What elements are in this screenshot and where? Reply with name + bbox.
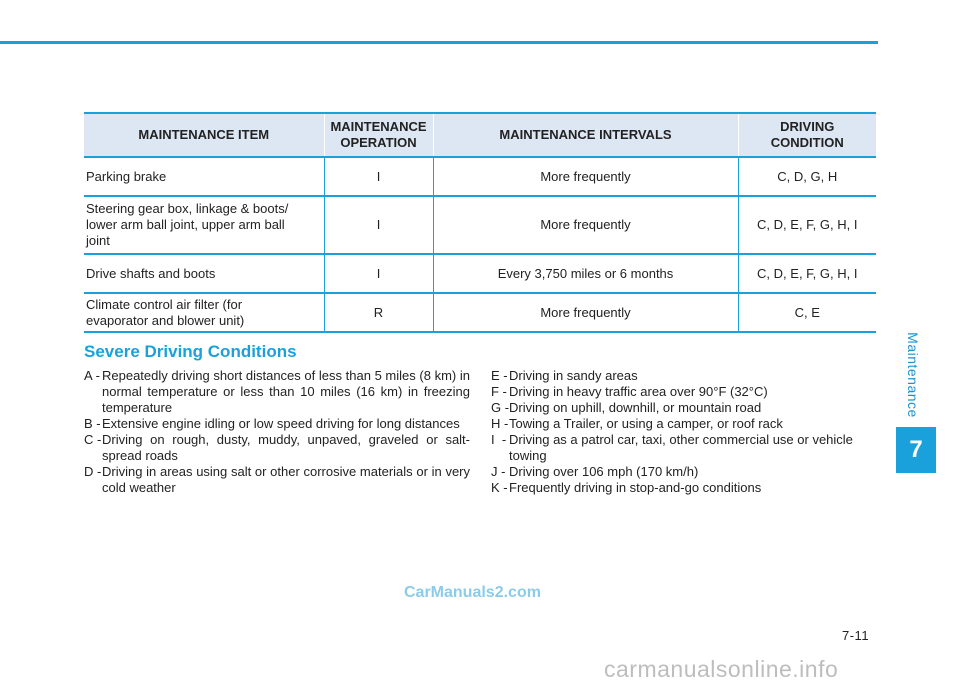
- table-row: [84, 254, 876, 293]
- condition-letter: D -: [84, 464, 102, 479]
- table-header-row: [84, 113, 876, 157]
- condition-letter: E -: [491, 368, 508, 383]
- table-row: [84, 293, 876, 332]
- header-maintenance-intervals: MAINTENANCE INTERVALS: [433, 113, 738, 157]
- list-item: [84, 464, 470, 496]
- condition-letter: F -: [491, 384, 507, 399]
- maintenance-table: [84, 112, 876, 333]
- cell-operation: I: [324, 254, 433, 293]
- condition-text: Frequently driving in stop-and-go conditions: [509, 480, 762, 495]
- cell-interval: More frequently: [433, 157, 738, 196]
- condition-letter: G -: [491, 400, 510, 415]
- header-driving-condition: DRIVING CONDITION: [738, 113, 876, 157]
- condition-text: Driving as a patrol car, taxi, other commercial use or vehicle towing: [509, 432, 853, 463]
- header-maintenance-operation: MAINTENANCE OPERATION: [324, 113, 433, 157]
- list-item: [491, 480, 881, 496]
- cell-operation: R: [324, 293, 433, 332]
- condition-text: Driving in sandy areas: [509, 368, 638, 383]
- list-item: [491, 368, 881, 384]
- footer-watermark: carmanualsonline.info: [604, 656, 839, 682]
- section-tab: [893, 330, 933, 420]
- cell-condition: C, D, E, F, G, H, I: [738, 196, 876, 254]
- list-item: [84, 432, 470, 464]
- condition-text: Repeatedly driving short distances of less than 5 miles (8 km) in normal temperature or less than 10 miles (16 km) in freezing temperature: [102, 368, 470, 415]
- condition-text: Driving over 106 mph (170 km/h): [509, 464, 699, 479]
- list-item: [491, 400, 881, 416]
- watermark-link[interactable]: CarManuals2.com: [404, 584, 541, 601]
- conditions-list-left: [84, 368, 470, 496]
- condition-letter: J -: [491, 464, 506, 479]
- table-row: [84, 157, 876, 196]
- cell-operation: I: [324, 157, 433, 196]
- section-tab-label: Maintenance: [905, 332, 922, 418]
- cell-operation: I: [324, 196, 433, 254]
- condition-letter: B -: [84, 416, 101, 431]
- list-item: [491, 464, 881, 480]
- list-item: [84, 416, 470, 432]
- list-item: [491, 432, 881, 464]
- condition-letter: H -: [491, 416, 509, 431]
- table-row: [84, 196, 876, 254]
- chapter-number: 7: [896, 427, 936, 473]
- condition-letter: K -: [491, 480, 508, 495]
- cell-condition: C, E: [738, 293, 876, 332]
- list-item: [491, 384, 881, 400]
- condition-text: Extensive engine idling or low speed driving for long distances: [102, 416, 460, 431]
- list-item: [491, 416, 881, 432]
- condition-text: Driving on uphill, downhill, or mountain road: [509, 400, 762, 415]
- condition-letter: C -: [84, 432, 102, 447]
- list-item: [84, 368, 470, 416]
- page-number: 7-11: [842, 628, 870, 643]
- header-maintenance-item: MAINTENANCE ITEM: [84, 113, 324, 157]
- cell-item: Drive shafts and boots: [84, 254, 324, 293]
- condition-text: Driving on rough, dusty, muddy, unpaved, graveled or salt-spread roads: [102, 432, 470, 463]
- cell-item: Climate control air filter (for evaporator and blower unit): [84, 293, 324, 332]
- cell-item: Steering gear box, linkage & boots/ lower arm ball joint, upper arm ball joint: [84, 196, 324, 254]
- cell-item: Parking brake: [84, 157, 324, 196]
- cell-interval: Every 3,750 miles or 6 months: [433, 254, 738, 293]
- cell-condition: C, D, G, H: [738, 157, 876, 196]
- condition-letter: I -: [491, 432, 507, 447]
- conditions-list-right: [491, 368, 881, 496]
- cell-interval: More frequently: [433, 196, 738, 254]
- condition-text: Towing a Trailer, or using a camper, or roof rack: [509, 416, 783, 431]
- cell-interval: More frequently: [433, 293, 738, 332]
- section-title: Severe Driving Conditions: [84, 342, 297, 361]
- cell-condition: C, D, E, F, G, H, I: [738, 254, 876, 293]
- condition-text: Driving in heavy traffic area over 90°F (32°C): [509, 384, 768, 399]
- top-rule: [0, 41, 878, 44]
- condition-text: Driving in areas using salt or other corrosive materials or in very cold weather: [102, 464, 470, 495]
- condition-letter: A -: [84, 368, 100, 383]
